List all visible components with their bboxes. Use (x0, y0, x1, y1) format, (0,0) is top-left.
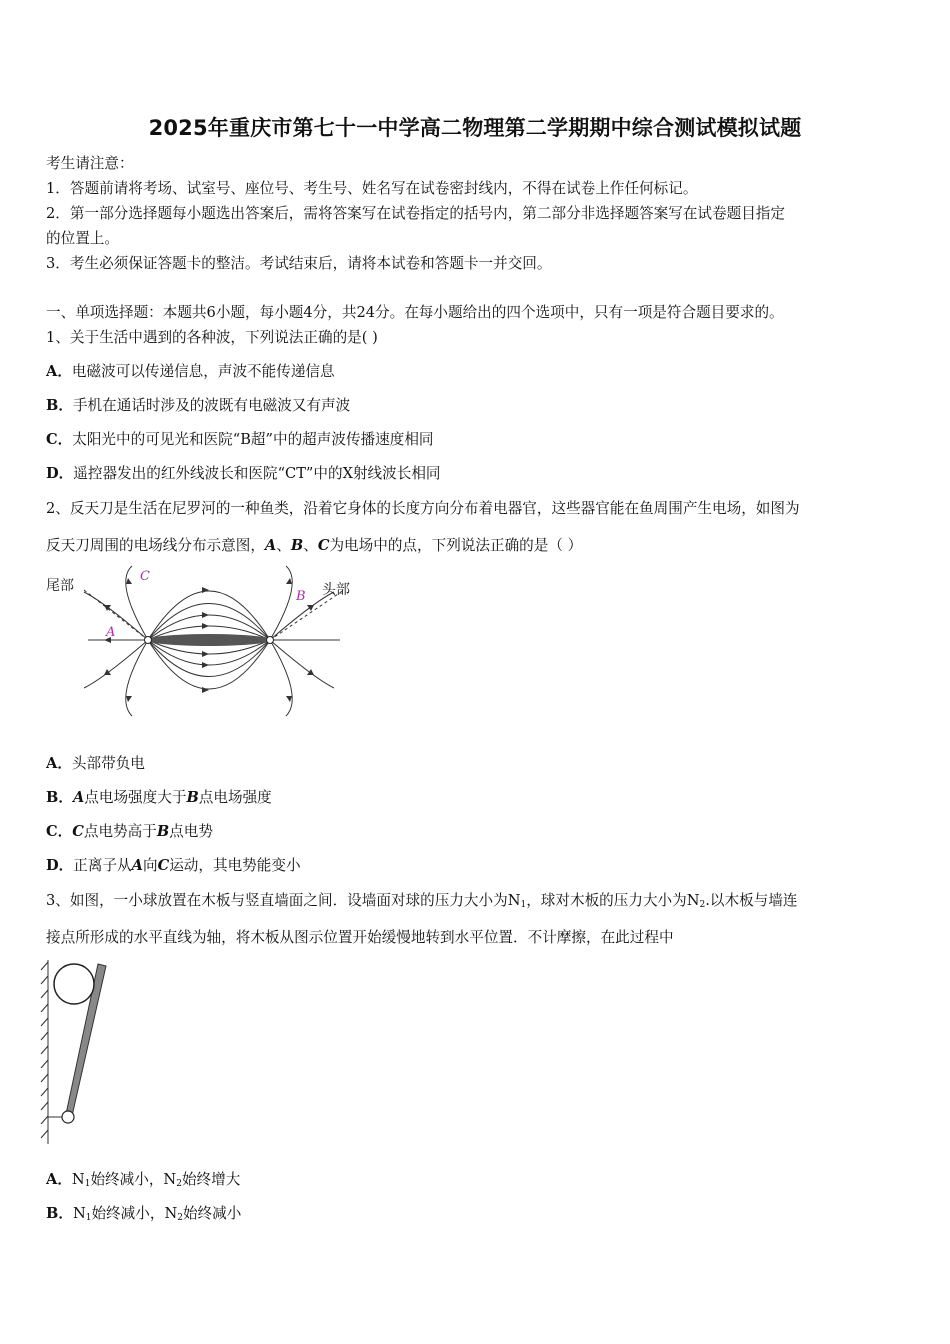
notice-item: 1．答题前请将考场、试室号、座位号、考生号、姓名写在试卷密封线内，不得在试卷上作任何标记。 (46, 180, 698, 197)
question-2-stem-line2: 反天刀周围的电场线分布示意图，A、B、C为电场中的点，下列说法正确的是（ ） (46, 537, 583, 554)
notice-item: 的位置上。 (46, 230, 119, 247)
question-2-stem-line1: 2、反天刀是生活在尼罗河的一种鱼类，沿着它身体的长度方向分布着电器官，这些器官能在鱼周围产生电场，如图为 (46, 500, 800, 517)
ball-board-figure (40, 956, 120, 1151)
question-3-option-a: A．$N_1$始终减小，$N_2$始终增大 (46, 1171, 241, 1189)
notice-item: 2．第一部分选择题每小题选出答案后，需将答案写在试卷指定的括号内，第二部分非选择题答案写在试卷题目指定 (46, 205, 785, 222)
figure-label-a: A (106, 625, 116, 640)
notice-heading: 考生请注意： (46, 155, 134, 172)
figure-label-c: C (140, 569, 150, 584)
section-heading: 一、单项选择题：本题共6小题，每小题4分，共24分。在每小题给出的四个选项中，只有一项是符合题目要求的。 (46, 304, 784, 321)
question-1-option-a: A．电磁波可以传递信息，声波不能传递信息 (46, 363, 335, 380)
question-2-option-d: D．正离子从A向C运动，其电势能变小 (46, 857, 301, 874)
page-title: 2025年重庆市第七十一中学高二物理第二学期期中综合测试模拟试题 (148, 116, 802, 140)
question-2-option-b: B．A点电场强度大于B点电场强度 (46, 789, 272, 806)
question-1-option-c: C．太阳光中的可见光和医院“B超”中的超声波传播速度相同 (46, 431, 434, 448)
question-3-option-b: B．$N_1$始终减小，$N_2$始终减小 (46, 1205, 242, 1223)
question-1-option-b: B．手机在通话时涉及的波既有电磁波又有声波 (46, 397, 351, 414)
figure-label-head: 头部 (322, 582, 350, 598)
notice-item: 3．考生必须保证答题卡的整洁。考试结束后，请将本试卷和答题卡一并交回。 (46, 255, 552, 272)
question-1-stem: 1、关于生活中遇到的各种波，下列说法正确的是( ) (46, 329, 378, 346)
question-1-option-d: D．遥控器发出的红外线波长和医院“CT”中的X射线波长相同 (46, 465, 441, 482)
question-3-stem-line2: 接点所形成的水平直线为轴，将木板从图示位置开始缓慢地转到水平位置．不计摩擦，在此过程中 (46, 929, 674, 946)
electric-field-figure (44, 562, 364, 722)
question-2-option-c: C．C点电势高于B点电势 (46, 823, 213, 840)
figure-label-b: B (296, 589, 306, 604)
question-3-stem-line1: 3、如图，一小球放置在木板与竖直墙面之间．设墙面对球的压力大小为$N_1$，球对木板的压力大小为$N_2$.以木板与墙连 (46, 892, 798, 910)
figure-label-tail: 尾部 (46, 578, 74, 594)
question-2-option-a: A．头部带负电 (46, 755, 145, 772)
